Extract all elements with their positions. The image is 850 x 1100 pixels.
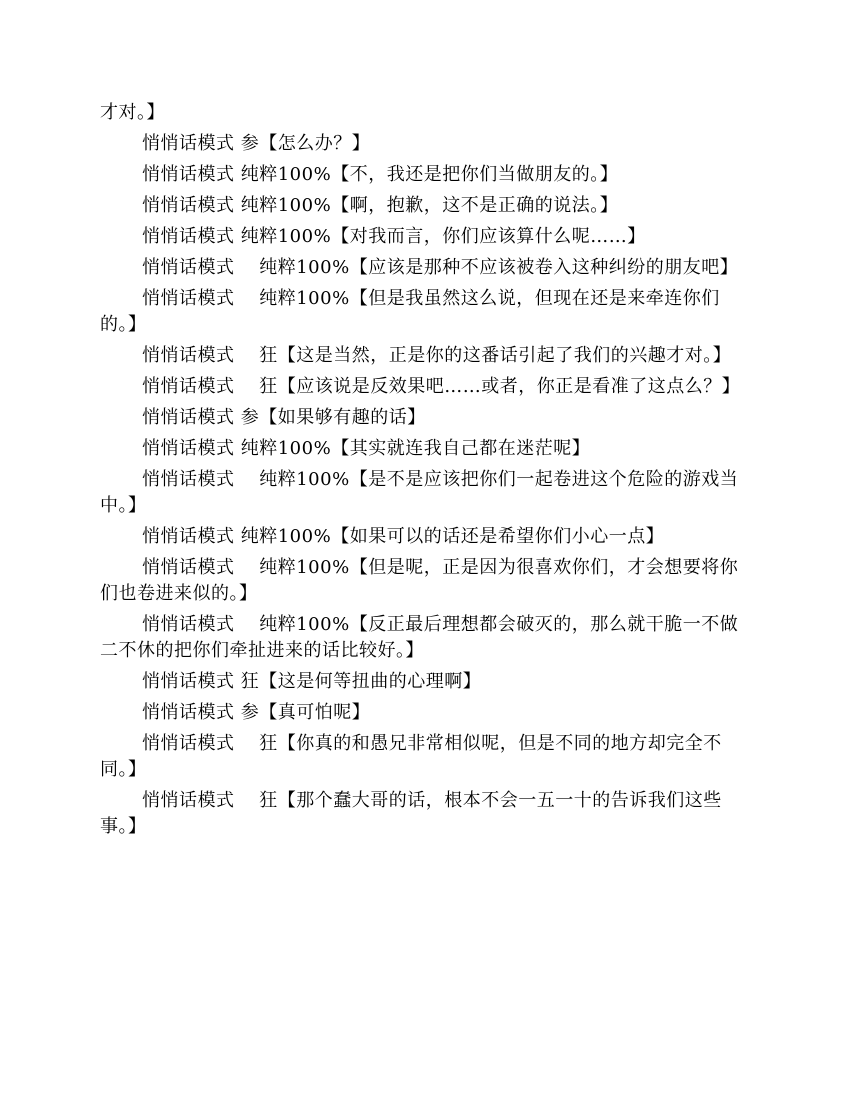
dialogue-text: 【怎么办？】 xyxy=(259,133,371,154)
speaker-name: 纯粹100% xyxy=(240,614,350,635)
speaker-name: 纯粹100% xyxy=(240,526,332,547)
paragraph xyxy=(100,669,750,695)
speaker-name: 狂 xyxy=(240,790,278,811)
mode-label: 悄悄话模式 xyxy=(142,671,235,692)
dialogue-text: 【如果够有趣的话】 xyxy=(259,407,426,428)
paragraph xyxy=(100,788,750,840)
paragraph xyxy=(100,286,750,338)
dialogue-text: 【对我而言，你们应该算什么呢……】 xyxy=(331,226,646,247)
speaker-name: 纯粹100% xyxy=(240,557,350,578)
mode-label: 悄悄话模式 xyxy=(142,438,235,459)
mode-label: 悄悄话模式 xyxy=(142,557,235,578)
paragraph xyxy=(100,436,750,462)
dialogue-text: 【这是何等扭曲的心理啊】 xyxy=(259,671,482,692)
dialogue-text: 【其实就连我自己都在迷茫呢】 xyxy=(331,438,591,459)
speaker-name: 参 xyxy=(240,133,260,154)
mode-label: 悄悄话模式 xyxy=(142,164,235,185)
speaker-name: 狂 xyxy=(240,733,278,754)
mode-label: 悄悄话模式 xyxy=(142,195,235,216)
mode-label: 悄悄话模式 xyxy=(142,790,235,811)
mode-label: 悄悄话模式 xyxy=(142,257,235,278)
paragraph xyxy=(100,131,750,157)
dialogue-text: 【这是当然，正是你的这番话引起了我们的兴趣才对。】 xyxy=(277,345,732,366)
paragraph xyxy=(100,255,750,281)
mode-label: 悄悄话模式 xyxy=(142,226,235,247)
speaker-name: 纯粹100% xyxy=(240,288,350,309)
paragraph xyxy=(100,193,750,219)
dialogue-text: 【反正最后理想都会破灭的，那么就干脆一不做二不休的把你们牵扯进来的话比较好。】 xyxy=(100,614,739,661)
speaker-name: 狂 xyxy=(240,671,260,692)
paragraph xyxy=(100,700,750,726)
mode-label: 悄悄话模式 xyxy=(142,376,235,397)
paragraph xyxy=(100,612,750,664)
paragraph xyxy=(100,162,750,188)
dialogue-text: 【但是呢，正是因为很喜欢你们，才会想要将你们也卷进来似的。】 xyxy=(100,557,739,604)
dialogue-text: 【啊，抱歉，这不是正确的说法。】 xyxy=(331,195,619,216)
speaker-name: 纯粹100% xyxy=(240,438,332,459)
paragraph xyxy=(100,374,750,400)
mode-label: 悄悄话模式 xyxy=(142,614,235,635)
dialogue-text: 【应该说是反效果吧……或者，你正是看准了这点么？】 xyxy=(277,376,741,397)
dialogue-text: 【但是我虽然这么说，但现在还是来牵连你们的。】 xyxy=(100,288,720,335)
mode-label: 悄悄话模式 xyxy=(142,469,235,490)
dialogue-text: 【真可怕呢】 xyxy=(259,702,371,723)
speaker-name: 纯粹100% xyxy=(240,469,350,490)
paragraph xyxy=(100,405,750,431)
mode-label: 悄悄话模式 xyxy=(142,407,235,428)
dialogue-text: 【不，我还是把你们当做朋友的。】 xyxy=(331,164,619,185)
speaker-name: 纯粹100% xyxy=(240,257,350,278)
dialogue-text: 【如果可以的话还是希望你们小心一点】 xyxy=(331,526,665,547)
mode-label: 悄悄话模式 xyxy=(142,733,235,754)
dialogue-text: 【是不是应该把你们一起卷进这个危险的游戏当中。】 xyxy=(100,469,739,516)
dialogue-text: 【你真的和愚兄非常相似呢，但是不同的地方却完全不同。】 xyxy=(100,733,722,780)
paragraph xyxy=(100,343,750,369)
mode-label: 悄悄话模式 xyxy=(142,133,235,154)
paragraph xyxy=(100,100,750,126)
speaker-name: 参 xyxy=(240,407,260,428)
paragraph xyxy=(100,467,750,519)
dialogue-text: 【那个蠢大哥的话，根本不会一五一十的告诉我们这些事。】 xyxy=(100,790,722,837)
paragraph xyxy=(100,555,750,607)
mode-label: 悄悄话模式 xyxy=(142,345,235,366)
mode-label: 悄悄话模式 xyxy=(142,702,235,723)
speaker-name: 狂 xyxy=(240,376,278,397)
dialogue-text: 【应该是那种不应该被卷入这种纠纷的朋友吧】 xyxy=(349,257,739,278)
paragraph xyxy=(100,524,750,550)
speaker-name: 纯粹100% xyxy=(240,195,332,216)
paragraph xyxy=(100,731,750,783)
document-page xyxy=(100,100,750,845)
paragraph xyxy=(100,224,750,250)
mode-label: 悄悄话模式 xyxy=(142,288,235,309)
speaker-name: 纯粹100% xyxy=(240,164,332,185)
speaker-name: 参 xyxy=(240,702,260,723)
mode-label: 悄悄话模式 xyxy=(142,526,235,547)
speaker-name: 纯粹100% xyxy=(240,226,332,247)
dialogue-text: 才对。】 xyxy=(100,102,165,123)
speaker-name: 狂 xyxy=(240,345,278,366)
